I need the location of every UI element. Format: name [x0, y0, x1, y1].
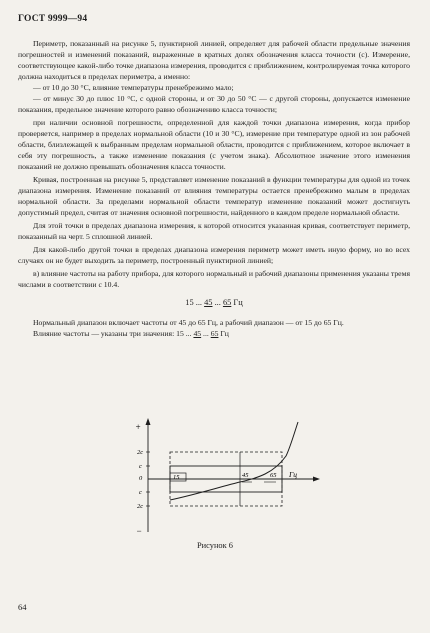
influence-curve [170, 422, 298, 500]
paragraph: — от минус 30 до плюс 10 °С, с одной стороны, и от 30 до 50 °С — с другой стороны, допускается изменение показания, предельное значение которого равно обозначению класса точности; [18, 94, 410, 114]
freq-low: 15 [185, 298, 194, 307]
x-label-65: 65 [270, 472, 277, 479]
paragraph: Кривая, построенная на рисунке 5, представляет изменение показаний в функции температуры для одной из точек диапазона измерения. Изменение показаний от влияния температуры остается пренебрежимо малым в пределах нормальной области. За пределами нормальной области температур изменение показаний может достигнуть допустимый предел, считая от значения основной погрешности, найденного в каждом пределе нормальной области. [18, 175, 410, 217]
x-axis-unit: Гц [289, 470, 298, 479]
paragraph: Для какой-либо другой точки в пределах диапазона измерения периметр может иметь иную форму, но во всех случаях он не будет выходить за периметр, построенный пунктирной линией; [18, 245, 410, 265]
frequency-formula: 15 ... 45 ... 65 Гц [185, 298, 243, 307]
document-code: ГОСТ 9999—94 [18, 14, 88, 24]
freq-normal-low: 45 [204, 298, 213, 307]
figure-caption: Рисунок 6 [197, 541, 233, 550]
paragraph: в) влияние частоты на работу прибора, для которого нормальный и рабочий диапазоны применения указаны тремя числами в соответствии с 10.4. [18, 269, 410, 289]
freq-high: 65 [222, 298, 232, 307]
y-label-c-bottom: c [139, 489, 142, 496]
page-number: 64 [18, 602, 27, 612]
x-label-15: 15 [173, 474, 180, 481]
minus-sign: − [136, 526, 143, 536]
paragraph: Периметр, показанный на рисунке 5, пунктирной линией, определяет для рабочей области предельные значения погрешностей и изменений показаний, выраженные в кратных долях обозначения класса точности (с). Измерение, соответствующее какой-либо точке диапазона измерения, проводится с приближением, контролируемая точка которого должна находиться в пределах периметра, а именно: [18, 39, 410, 81]
x-label-45: 45 [242, 472, 249, 479]
y-axis-arrow [146, 418, 151, 425]
paragraph: Влияние частоты — указаны три значения: 15 ... 45 ... 65 Гц [33, 329, 229, 338]
y-label-2c-bottom: 2c [137, 503, 144, 510]
y-label-zero: 0 [139, 475, 143, 482]
plus-sign: + [135, 422, 142, 432]
paragraph: Для этой точки в пределах диапазона измерения, к которой относится указанная кривая, соответствует периметр, показанный на черт. 5 сплошной линией. [18, 221, 410, 241]
paragraph: — от 10 до 30 °С, влияние температуры пренебрежимо мало; [33, 83, 234, 92]
body-text [18, 38, 410, 339]
figure-6-diagram [128, 416, 328, 536]
freq-unit: Гц [231, 298, 243, 307]
paragraph: Нормальный диапазон включает частоты от 45 до 65 Гц, а рабочий диапазон — от 15 до 65 Гц. [33, 318, 344, 327]
paragraph: при наличии основной погрешности, определенной для каждой точки диапазона измерения, когда прибор проверяется, например в пределах нормальной области (10 и 30 °С), измерение при температуре одной из зон рабочей области, близлежащей к выбранным пределам нормальной области, проводится с приближением, которое включает в себя эту погрешность, а также изменение показания (с учетом знака). Абсолютное значение этого изменения показаний не должно превышать обозначения класса точности. [18, 118, 410, 171]
y-label-c-top: c [139, 463, 142, 470]
y-label-2c-top: 2c [137, 449, 144, 456]
x-axis-arrow [313, 477, 320, 482]
figure-6 [128, 416, 328, 536]
